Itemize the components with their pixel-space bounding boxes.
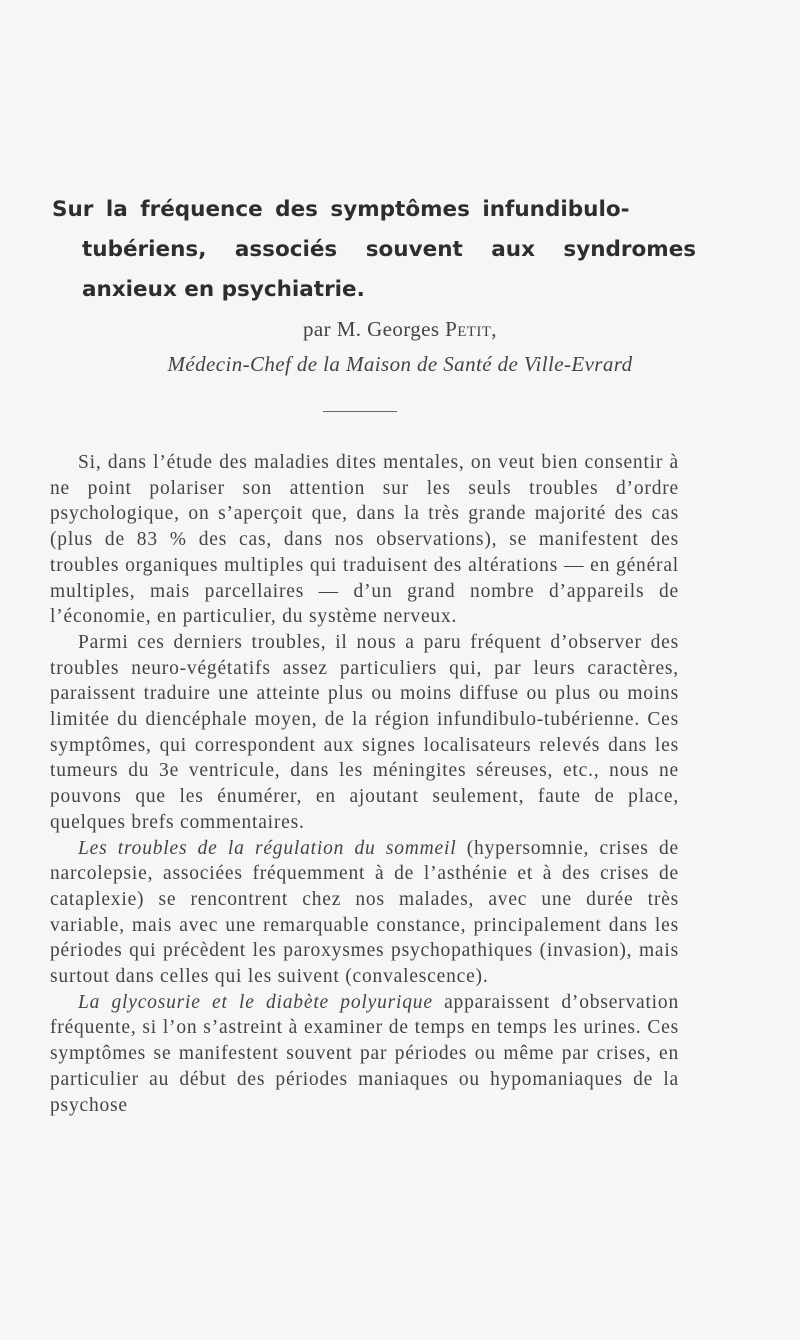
author-suffix: , — [491, 317, 497, 341]
paragraph — [50, 450, 679, 630]
paragraph — [50, 990, 679, 1119]
paragraph-text: Si, dans l’étude des maladies dites mentales, on veut bien consentir à ne point polariser son attention sur les seuls troubles d’ordre psychologique, on s’aperçoit que, dans la très grande majorité des cas (plus de 83 % des cas, dans nos observations), se manifestent des troubles organiques multiples qui traduisent des altérations — en général multiples, mais parcellaires — d’un grand nombre d’appareils de l’économie, en particulier, du système nerveux. — [50, 452, 679, 628]
author-line — [0, 316, 800, 342]
title-line-1: Sur la fréquence des symptômes infundibulo- — [52, 197, 630, 223]
paragraph-text: Parmi ces derniers troubles, il nous a paru fréquent d’observer des troubles neuro-végétatifs assez particuliers qui, par leurs caractères, paraissent traduire une atteinte plus ou moins diffuse ou plus ou moins limitée du diencéphale moyen, de la région infundibulo-tubérienne. Ces symptômes, qui correspondent aux signes localisateurs relevés dans les tumeurs du 3e ventricule, dans les méningites séreuses, etc., nous ne pouvons que les énumérer, en ajoutant seulement, faute de place, quelques brefs commentaires. — [50, 631, 679, 833]
paragraph — [50, 836, 679, 990]
author-prefix: par M. Georges — [303, 317, 446, 341]
article-title — [52, 190, 697, 310]
paragraph — [50, 630, 679, 836]
article-body — [50, 450, 679, 1118]
title-line-3: anxieux en psychiatrie. — [82, 277, 365, 303]
paragraph-text: (hypersomnie, crises de narcolepsie, associées fréquemment à de l’asthénie et à des crises de cataplexie) se rencontrent chez nos malades, avec une durée très variable, mais avec une remarquable constance, principalement dans les périodes qui précèdent les paroxysmes psychopathiques (invasion), mais surtout dans celles qui les suivent (convalescence). — [50, 837, 679, 988]
author-affiliation: Médecin-Chef de la Maison de Santé de Ville-Evrard — [167, 352, 633, 376]
title-line-2: tubériens, associés souvent aux syndromes — [82, 237, 697, 263]
section-divider — [323, 411, 397, 412]
paragraph-text: apparaissent d’observation fréquente, si l’on s’astreint à examiner de temps en temps les urines. Ces symptômes se manifestent souvent par périodes ou même par crises, en particulier au début des périodes maniaques ou hypomaniaques de la psychose — [50, 991, 679, 1116]
paragraph-emphasis: Les troubles de la régulation du sommeil — [78, 837, 457, 859]
author-surname: Petit — [445, 317, 492, 341]
paragraph-emphasis: La glycosurie et le diabète polyurique — [78, 991, 433, 1013]
